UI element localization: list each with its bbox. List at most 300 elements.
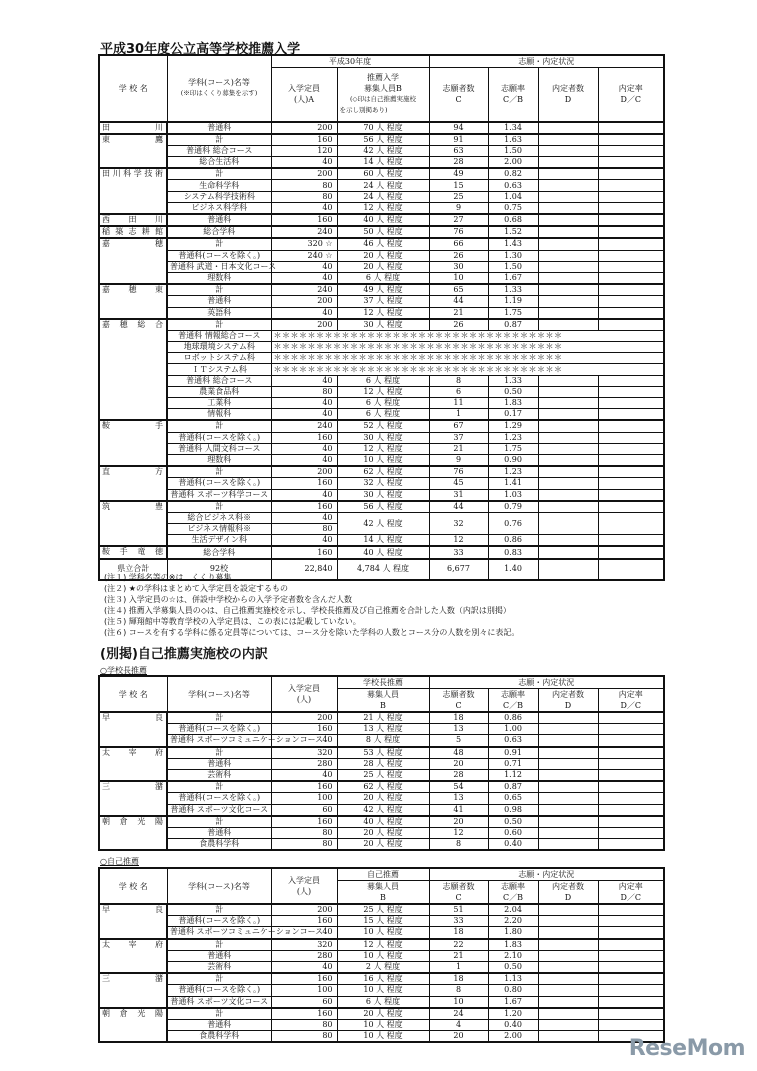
applicant-count: 20 [429, 758, 488, 769]
offer-rate [598, 546, 664, 558]
offer-count [538, 180, 598, 191]
table-row [99, 398, 664, 409]
col-capacity-label: 入学定員 [288, 684, 320, 693]
applicant-count: 13 [429, 793, 488, 804]
capacity: 320 ☆ [271, 238, 337, 250]
application-rate: 1.52 [488, 226, 538, 238]
col-app-rate: 志願率 [488, 689, 538, 701]
application-rate: 0.17 [488, 409, 538, 421]
school-group [99, 939, 664, 974]
offer-count [538, 409, 598, 421]
col-app-rate-label: 志願率 [501, 84, 525, 94]
col-offer-rate: 内定率 [598, 689, 664, 701]
applicant-count: 9 [429, 454, 488, 466]
recruit-count: 70 人 程度 [337, 122, 429, 134]
recruit-count: 20 人 程度 [337, 1008, 429, 1020]
col-offers [538, 68, 598, 122]
table-row [99, 261, 664, 272]
col-recruit: 募集人員 [337, 881, 429, 893]
col-recruit-sub: B [337, 892, 429, 904]
offer-rate [598, 827, 664, 838]
application-rate: 1.03 [488, 489, 538, 501]
col-status: 志願・内定状況 [429, 55, 664, 68]
recruit-count: 10 人 程度 [337, 1019, 429, 1030]
offer-count [538, 443, 598, 454]
application-rate: 1.43 [488, 238, 538, 250]
recruit-count: 56 人 程度 [337, 134, 429, 146]
school-group [99, 712, 664, 747]
recruit-count: 13 人 程度 [337, 724, 429, 735]
capacity: 40 [271, 157, 337, 169]
application-rate: 0.63 [488, 735, 538, 747]
col-offers: 内定者数 [538, 881, 598, 893]
recruit-count: 25 人 程度 [337, 769, 429, 781]
offer-count [538, 466, 598, 478]
table-row [99, 134, 664, 146]
offer-rate [598, 973, 664, 985]
note: (注４) 推薦入学募集人員の◇は、自己推薦実施校を示し、学校長推薦及び自己推薦を合計した人数（内訳は別掲） [104, 606, 511, 615]
offer-rate [598, 535, 664, 547]
applicant-count: 15 [429, 180, 488, 191]
offer-count [538, 489, 598, 501]
col-offer-rate-sub: D／C [598, 892, 664, 904]
department-name: 普通科 スポーツ文化コース [167, 996, 271, 1008]
applicant-count: 4 [429, 1019, 488, 1030]
principal-recommendation-table [98, 675, 665, 851]
school-name: 稲築志耕館 [99, 226, 167, 238]
table-row [99, 489, 664, 501]
capacity: 200 [271, 319, 337, 331]
school-name: 田川科学技術 [99, 168, 167, 214]
offer-count [538, 735, 598, 747]
school-name: 嘉 穂 総 合 [99, 319, 167, 421]
capacity: 160 [271, 546, 337, 558]
col-dept: 学科(コース)名等 [167, 868, 271, 904]
capacity: 240 ☆ [271, 250, 337, 261]
application-rate: 1.13 [488, 973, 538, 985]
offer-rate [598, 409, 664, 421]
offer-rate [598, 319, 664, 331]
capacity: 40 [271, 398, 337, 409]
application-rate: 1.41 [488, 478, 538, 489]
application-rate: 1.20 [488, 1008, 538, 1020]
school-name: 筑 豊 [99, 501, 167, 547]
department-name: 総合学科 [167, 546, 271, 558]
school-group [99, 214, 664, 226]
offer-rate [598, 758, 664, 769]
school-name: 朝 倉 光 陽 [99, 1008, 167, 1043]
offer-count [538, 284, 598, 296]
recruit-count: 2 人 程度 [337, 961, 429, 973]
school-group [99, 781, 664, 816]
department-name: 普通科 スポーツコミュニケーションコース [167, 735, 271, 747]
table-row [99, 758, 664, 769]
applicant-count: 8 [429, 985, 488, 996]
offer-rate [598, 996, 664, 1008]
offer-rate [598, 747, 664, 759]
col-capacity-label: 入学定員 [288, 84, 320, 94]
application-rate: 0.90 [488, 454, 538, 466]
table-row [99, 804, 664, 816]
offer-count [538, 781, 598, 793]
offer-rate [598, 454, 664, 466]
table-row [99, 904, 664, 916]
school-group [99, 122, 664, 134]
department-name: 計 [167, 134, 271, 146]
table-row [99, 781, 664, 793]
col-capacity-unit: (人) [296, 695, 312, 704]
offer-rate [598, 501, 664, 513]
applicant-count: 6 [429, 386, 488, 397]
col-recruit-label: 推薦入学 [367, 73, 399, 83]
application-rate: 2.10 [488, 950, 538, 961]
col-applicants-sub: C [429, 892, 488, 904]
col-capacity [271, 68, 337, 122]
application-rate: 1.67 [488, 272, 538, 284]
capacity: 80 [271, 1031, 337, 1043]
total-capacity: 22,840 [271, 559, 337, 580]
offer-rate [598, 839, 664, 851]
note: (注３) 入学定員の☆は、併設中学校からの入学予定者数を含んだ人数 [104, 595, 352, 604]
school-name: 三 潴 [99, 781, 167, 816]
recruit-count: 12 人 程度 [337, 386, 429, 397]
recruit-count: 10 人 程度 [337, 454, 429, 466]
offer-rate [598, 180, 664, 191]
applicant-count: 49 [429, 168, 488, 180]
table-row [99, 793, 664, 804]
col-offer-rate-label: 内定率 [618, 84, 643, 94]
col-recruit-sub: B [337, 700, 429, 712]
col-app-rate-sub: C／B [488, 700, 538, 712]
offer-count [538, 535, 598, 547]
capacity: 80 [271, 827, 337, 838]
school-group [99, 904, 664, 939]
offer-rate [598, 168, 664, 180]
capacity: 200 [271, 296, 337, 307]
offer-rate [598, 904, 664, 916]
offer-count [538, 145, 598, 156]
applicant-count: 18 [429, 973, 488, 985]
school-name: 嘉 穂 東 [99, 284, 167, 319]
table-row [99, 443, 664, 454]
offer-count [538, 996, 598, 1008]
capacity: 100 [271, 793, 337, 804]
offer-count [538, 950, 598, 961]
capacity: 320 [271, 747, 337, 759]
recruit-count: 10 人 程度 [337, 927, 429, 939]
capacity: 200 [271, 168, 337, 180]
department-name: 計 [167, 319, 271, 331]
recruit-count: 30 人 程度 [337, 319, 429, 331]
application-rate: 1.33 [488, 284, 538, 296]
capacity: 40 [271, 735, 337, 747]
table-row [99, 272, 664, 284]
application-rate: 0.50 [488, 386, 538, 397]
offer-rate [598, 307, 664, 319]
offer-rate [598, 134, 664, 146]
department-name: 理数科 [167, 454, 271, 466]
application-rate: 1.33 [488, 375, 538, 386]
applicant-count: 44 [429, 501, 488, 513]
table-row [99, 454, 664, 466]
offer-rate [598, 398, 664, 409]
applicant-count: 48 [429, 747, 488, 759]
department-name: 食農科学科 [167, 839, 271, 851]
department-name: 普通科 [167, 296, 271, 307]
capacity: 280 [271, 758, 337, 769]
col-app-rate-sub: C／B [488, 892, 538, 904]
table-row [99, 939, 664, 951]
capacity: 200 [271, 904, 337, 916]
application-rate: 0.71 [488, 758, 538, 769]
capacity: 40 [271, 202, 337, 214]
applicant-count: 26 [429, 250, 488, 261]
applicant-count: 18 [429, 712, 488, 724]
application-rate: 1.83 [488, 939, 538, 951]
offer-rate [598, 781, 664, 793]
notes [104, 572, 519, 638]
offer-count [538, 214, 598, 226]
recruit-count: 42 人 程度 [337, 804, 429, 816]
department-name: 地球環境システム科 [167, 342, 271, 353]
applicant-count: 30 [429, 261, 488, 272]
school-name: 太 宰 府 [99, 939, 167, 974]
department-name: 普通科 武道・日本文化コース [167, 261, 271, 272]
applicant-count: 66 [429, 238, 488, 250]
offer-count [538, 712, 598, 724]
application-rate: 1.34 [488, 122, 538, 134]
offer-count [538, 432, 598, 443]
capacity: 80 [271, 839, 337, 851]
main-table-header [99, 55, 664, 122]
table-row [99, 250, 664, 261]
offer-count [538, 272, 598, 284]
table-row [99, 420, 664, 432]
table-row [99, 409, 664, 421]
applicant-count: 12 [429, 827, 488, 838]
recruit-count: 6 人 程度 [337, 375, 429, 386]
capacity: 60 [271, 804, 337, 816]
capacity: 80 [271, 191, 337, 202]
offer-rate [598, 961, 664, 973]
department-name: 普通科(コースを除く。) [167, 250, 271, 261]
table-row [99, 839, 664, 851]
applicant-count: 33 [429, 546, 488, 558]
not-recruited-marker: ＊＊＊＊＊＊＊＊＊＊＊＊＊＊＊＊＊＊＊＊＊＊＊＊＊＊＊＊＊＊＊＊＊＊ [271, 364, 664, 375]
offer-count [538, 420, 598, 432]
table-row [99, 973, 664, 985]
department-name: 普通科(コースを除く。) [167, 985, 271, 996]
col-status: 志願・内定状況 [429, 676, 664, 689]
department-name: 計 [167, 747, 271, 759]
offer-rate [598, 478, 664, 489]
department-name: 計 [167, 284, 271, 296]
capacity: 40 [271, 375, 337, 386]
applicant-count: 1 [429, 961, 488, 973]
applicant-count: 21 [429, 443, 488, 454]
capacity: 40 [271, 535, 337, 547]
applicant-count: 41 [429, 804, 488, 816]
capacity: 200 [271, 122, 337, 134]
recruit-count: 10 人 程度 [337, 985, 429, 996]
col-capacity [271, 676, 337, 712]
capacity: 160 [271, 478, 337, 489]
offer-count [538, 839, 598, 851]
table-row [99, 296, 664, 307]
table-row [99, 927, 664, 939]
applicant-count: 5 [429, 735, 488, 747]
offer-rate [598, 432, 664, 443]
applicant-count: 22 [429, 939, 488, 951]
section2-title: (別掲)自己推薦実施校の内訳 [100, 647, 268, 662]
recruit-count: 6 人 程度 [337, 409, 429, 421]
self-recommendation-table [98, 867, 665, 1043]
application-rate: 1.23 [488, 466, 538, 478]
offer-rate [598, 712, 664, 724]
total-recruit: 4,784 人 程度 [337, 559, 429, 580]
capacity: 240 [271, 226, 337, 238]
recruit-count: 20 人 程度 [337, 261, 429, 272]
offer-rate [598, 1019, 664, 1030]
table-row [99, 769, 664, 781]
capacity: 40 [271, 443, 337, 454]
offer-count [538, 973, 598, 985]
application-rate: 0.50 [488, 961, 538, 973]
recruit-count: 12 人 程度 [337, 202, 429, 214]
recruit-count: 15 人 程度 [337, 916, 429, 927]
table-row [99, 375, 664, 386]
department-name: 食農科学科 [167, 1031, 271, 1043]
recruit-count: 56 人 程度 [337, 501, 429, 513]
school-name: 東 鷹 [99, 134, 167, 169]
total-label: 県立合計 [99, 559, 167, 580]
department-name: 英語科 [167, 307, 271, 319]
department-name: 普通科 [167, 758, 271, 769]
school-group [99, 546, 664, 558]
table-row [99, 1008, 664, 1020]
school-group [99, 747, 664, 782]
department-name: ロボットシステム科 [167, 353, 271, 364]
applicant-count: 28 [429, 769, 488, 781]
offer-rate [598, 724, 664, 735]
department-name: 計 [167, 939, 271, 951]
department-name: 生命科学科 [167, 180, 271, 191]
applicant-count: 45 [429, 478, 488, 489]
total-schools: 92校 [167, 559, 271, 580]
not-recruited-marker: ＊＊＊＊＊＊＊＊＊＊＊＊＊＊＊＊＊＊＊＊＊＊＊＊＊＊＊＊＊＊＊＊＊＊ [271, 330, 664, 341]
offer-rate [598, 443, 664, 454]
department-name: 工業科 [167, 398, 271, 409]
table-row [99, 191, 664, 202]
col-applicants-sub: C [429, 700, 488, 712]
applicant-count: 27 [429, 214, 488, 226]
recruit-count: 20 人 程度 [337, 793, 429, 804]
sub-table-header [99, 676, 664, 712]
not-recruited-marker: ＊＊＊＊＊＊＊＊＊＊＊＊＊＊＊＊＊＊＊＊＊＊＊＊＊＊＊＊＊＊＊＊＊＊ [271, 353, 664, 364]
table-row [99, 501, 664, 513]
school-name: 田 川 [99, 122, 167, 134]
col-offers-sub: D [538, 700, 598, 712]
capacity: 280 [271, 950, 337, 961]
table-row [99, 1031, 664, 1043]
table-row [99, 238, 664, 250]
applicant-count: 94 [429, 122, 488, 134]
application-rate: 0.68 [488, 214, 538, 226]
col-capacity-label: 入学定員 [288, 876, 320, 885]
department-name: 普通科 人間文科コース [167, 443, 271, 454]
col-kind: 学校長推薦 [337, 676, 429, 689]
table-row [99, 735, 664, 747]
department-name: 普通科 総合コース [167, 145, 271, 156]
note: (注５) 輝翔館中等教育学校の入学定員は、この表には記載していない。 [104, 617, 361, 626]
application-rate: 1.75 [488, 307, 538, 319]
offer-rate [598, 916, 664, 927]
offer-rate [598, 804, 664, 816]
col-dept-label: 学科(コース)名等 [188, 78, 250, 88]
capacity: 40 [271, 961, 337, 973]
recruit-count: 30 人 程度 [337, 489, 429, 501]
col-offers-label: 内定者数 [552, 84, 584, 94]
offer-count [538, 816, 598, 828]
offer-rate [598, 816, 664, 828]
recruit-count: 10 人 程度 [337, 950, 429, 961]
table-row [99, 827, 664, 838]
school-name: 朝 倉 光 陽 [99, 816, 167, 851]
note: (注２) ★の学科はまとめて入学定員を設定するもの [104, 584, 288, 593]
department-name: 計 [167, 420, 271, 432]
recruit-count: 50 人 程度 [337, 226, 429, 238]
applicant-count: 28 [429, 157, 488, 169]
school-group [99, 1008, 664, 1043]
school-name: 鞍 手 [99, 420, 167, 466]
applicant-count: 11 [429, 398, 488, 409]
table-row [99, 386, 664, 397]
recruit-count: 25 人 程度 [337, 904, 429, 916]
col-dept [167, 55, 271, 122]
capacity: 80 [271, 180, 337, 191]
school-name: 三 潴 [99, 973, 167, 1008]
recruit-count: 62 人 程度 [337, 781, 429, 793]
col-offer-rate [598, 68, 664, 122]
table-row [99, 724, 664, 735]
recruit-count: 60 人 程度 [337, 168, 429, 180]
col-capacity [271, 868, 337, 904]
applicant-count: 65 [429, 284, 488, 296]
capacity: 40 [271, 307, 337, 319]
recruit-count: 21 人 程度 [337, 712, 429, 724]
capacity: 40 [271, 927, 337, 939]
offer-rate [598, 191, 664, 202]
recruit-count: 14 人 程度 [337, 157, 429, 169]
capacity: 120 [271, 145, 337, 156]
application-rate: 0.63 [488, 180, 538, 191]
table-row [99, 747, 664, 759]
department-name: 普通科 [167, 214, 271, 226]
application-rate: 1.83 [488, 398, 538, 409]
department-name: 普通科 [167, 950, 271, 961]
total-app-rate: 1.40 [488, 559, 538, 580]
recruit-count: 24 人 程度 [337, 180, 429, 191]
school-name: 直 方 [99, 466, 167, 501]
not-recruited-marker: ＊＊＊＊＊＊＊＊＊＊＊＊＊＊＊＊＊＊＊＊＊＊＊＊＊＊＊＊＊＊＊＊＊＊ [271, 342, 664, 353]
school-group [99, 973, 664, 1008]
application-rate: 0.40 [488, 839, 538, 851]
recruit-count: 6 人 程度 [337, 996, 429, 1008]
application-rate: 2.20 [488, 916, 538, 927]
col-capacity-unit: (人) [296, 887, 312, 896]
offer-count [538, 478, 598, 489]
main-table [98, 54, 665, 581]
